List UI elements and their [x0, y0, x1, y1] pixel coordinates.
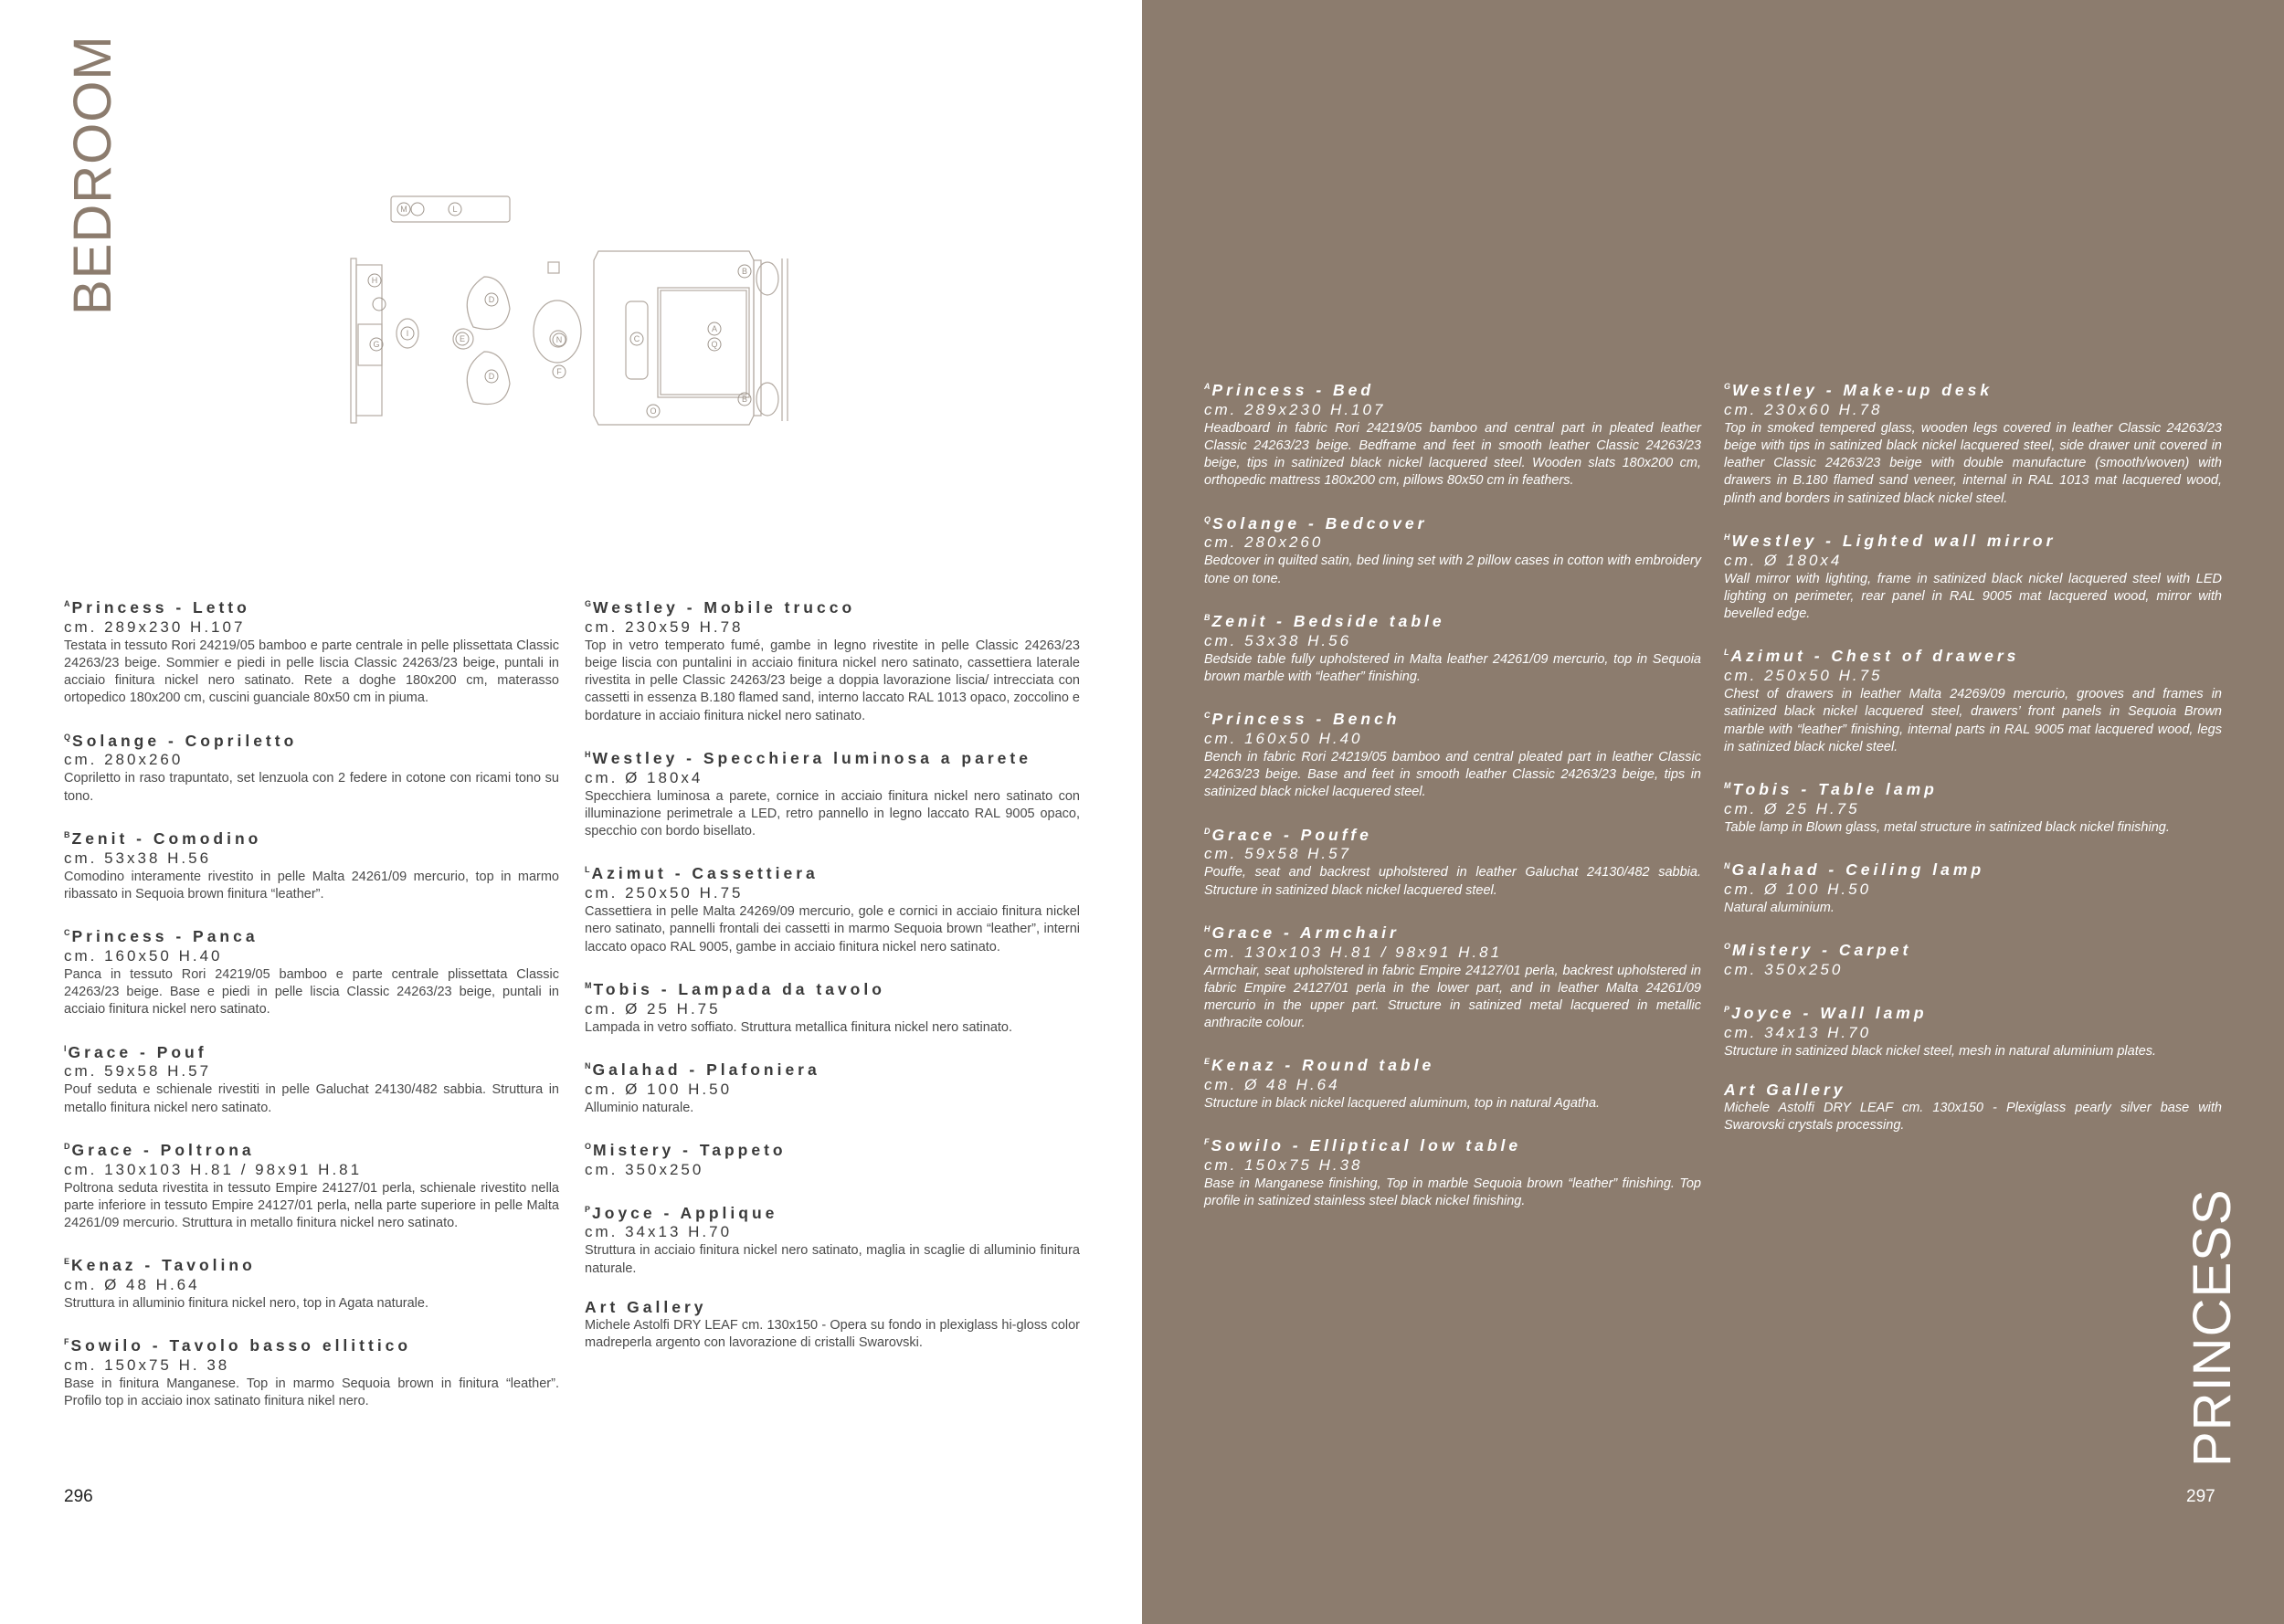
product-name [1724, 775, 2222, 799]
marker-N: N [555, 335, 563, 344]
italian-column-2 [585, 594, 1080, 1371]
english-column-1 [1204, 376, 1701, 1230]
product-dimensions: cm. 59x58 H.57 [1204, 845, 1352, 863]
product-name-text: Sowilo - Elliptical low table [1211, 1136, 1522, 1155]
product-name [1724, 999, 2222, 1023]
product-name-text: Kenaz - Tavolino [71, 1256, 256, 1275]
product-entry [1724, 999, 2222, 1060]
right-page [1142, 0, 2284, 1624]
product-entry [1204, 1051, 1701, 1113]
product-letter: N [585, 1060, 591, 1070]
product-description: Base in finitura Manganese. Top in marmo Sequoia brown in finitura “leather”. Profilo top in acciaio inox satinato finitura nikel nero. [64, 1376, 559, 1409]
product-letter: P [585, 1204, 591, 1214]
product-entry [64, 594, 559, 708]
product-name [1724, 856, 2222, 880]
english-column-2 [1724, 376, 2222, 1154]
product-name-text: Grace - Pouffe [1211, 825, 1372, 844]
product-description: Armchair, seat upholstered in fabric Empire 24127/01 perla, backrest upholstered in fabric Empire 24127/01 perla in the lower part, and in leather Malta 24261/09 mercurio in the upper part. Structure in satinized metal lacquered in metallic anthracite colour. [1204, 963, 1701, 1031]
product-entry [64, 1332, 559, 1410]
product-name-text: Solange - Bedcover [1212, 513, 1428, 533]
product-name-text: Princess - Bench [1211, 709, 1401, 728]
product-description: Michele Astolfi DRY LEAF cm. 130x150 - Plexiglass pearly silver base with Swarovski crystals processing. [1724, 1100, 2222, 1134]
product-description: Top in vetro temperato fumé, gambe in legno rivestite in pelle Classic 24263/23 beige liscia con puntalini in acciaio finitura nickel nero satinato, cassettiera laterale rivestita in pelle Classic 24263/23 beige a doppia lavorazione liscia/ intrecciata con cassetti in essenza B.180 flamed sand, interno laccato RAL 1013 opaco, zoccolino e bordature in acciaio finitura nickel nero satinato. [585, 638, 1080, 723]
product-description: Lampada in vetro soffiato. Struttura metallica finitura nickel nero satinato. [585, 1019, 1013, 1035]
product-description: Structure in black nickel lacquered aluminum, top in natural Agatha. [1204, 1096, 1601, 1112]
product-description: Pouf seduta e schienale rivestiti in pelle Galuchat 24130/482 sabbia. Struttura in metallo finitura nickel nero satinato. [64, 1082, 559, 1115]
product-name-text: Solange - Copriletto [72, 731, 298, 750]
product-dimensions: cm. 280x260 [1204, 533, 1324, 552]
product-description: Bench in fabric Rori 24219/05 bamboo and central pleated part in leather Classic 24263/23 beige. Base and feet in smooth leather Classic 24263/23 beige, tips in satinized black nickel lacquered steel. [1204, 749, 1701, 800]
product-name [1724, 1080, 2222, 1100]
product-name-text: Grace - Poltrona [71, 1140, 255, 1159]
product-entry [64, 727, 559, 806]
product-dimensions: cm. Ø 100 H.50 [1724, 880, 1872, 898]
product-name-text: Azimut - Chest of drawers [1730, 647, 2020, 666]
product-letter: D [64, 1141, 70, 1151]
marker-H: H [371, 276, 378, 285]
product-name [585, 975, 1080, 999]
product-name [1204, 510, 1701, 533]
product-name [64, 1039, 559, 1062]
product-description: Specchiera luminosa a parete, cornice in acciaio finitura nickel nero satinato con illuminazione perimetrale a LED, retro pannello in legno laccato RAL 9005 opaco, specchio con bordo bisellato. [585, 788, 1080, 839]
product-description: Testata in tessuto Rori 24219/05 bamboo e parte centrale in pelle plissettata Classic 24263/23 beige. Sommier e piedi in pelle liscia Classic 24263/23 beige, puntali in acciaio finitura nickel nero satinato. Rete a doghe 180x200 cm, materasso ortopedico 180x200 cm, cuscini guanciale 80x50 cm in piuma. [64, 638, 559, 706]
section-title-bedroom: BEDROOM [63, 35, 122, 315]
product-name [1204, 821, 1701, 845]
product-letter: A [1204, 382, 1211, 391]
product-name [585, 1199, 1080, 1223]
product-description: Bedcover in quilted satin, bed lining set with 2 pillow cases in cotton with embroidery tone on tone. [1204, 554, 1701, 586]
page-number-right: 297 [2186, 1487, 2215, 1506]
product-entry [585, 1199, 1080, 1278]
product-name-text: Sowilo - Tavolo basso ellittico [70, 1336, 412, 1355]
product-dimensions: cm. 289x230 H.107 [1204, 400, 1386, 418]
product-name [64, 1251, 559, 1275]
product-name-text: Mistery - Carpet [1732, 940, 1912, 959]
product-name [1204, 607, 1701, 631]
product-dimensions: cm. Ø 180x4 [1724, 551, 1843, 569]
product-entry [1724, 376, 2222, 508]
product-description: Headboard in fabric Rori 24219/05 bamboo and central part in pleated leather Classic 24263/23 beige. Bedframe and feet in smooth leather Classic 24263/23 beige, tips in satinized black nickel lacquered steel. Wooden slats 180x200 cm, orthopedic mattress 180x200 cm, pillows 80x50 cm in feathers. [1204, 420, 1701, 489]
product-name [585, 1297, 1080, 1317]
product-name-text: Kenaz - Round table [1211, 1056, 1435, 1075]
product-name [585, 859, 1080, 883]
product-dimensions: cm. Ø 100 H.50 [585, 1080, 733, 1098]
product-letter: B [64, 829, 70, 839]
product-description: Copriletto in raso trapuntato, set lenzuola con 2 federe in cotone con ricami tono su tono. [64, 771, 559, 804]
marker-A: A [711, 324, 718, 333]
product-name [585, 1136, 1080, 1160]
product-name-text: Art Gallery [1724, 1080, 1846, 1099]
product-dimensions: cm. 230x60 H.78 [1724, 400, 1883, 418]
product-name [585, 594, 1080, 617]
marker-D1: D [488, 295, 495, 304]
product-name-text: Mistery - Tappeto [593, 1140, 787, 1159]
product-name [1724, 642, 2222, 666]
product-dimensions: cm. Ø 25 H.75 [1724, 799, 1860, 817]
product-letter: A [64, 599, 70, 608]
product-letter: N [1724, 860, 1730, 870]
product-entry [1204, 510, 1701, 588]
product-entry [1204, 1132, 1701, 1210]
product-name-text: Tobis - Table lamp [1732, 779, 1938, 798]
bedroom-floorplan-drawing [347, 187, 804, 434]
product-letter: M [585, 980, 592, 990]
product-name [1204, 919, 1701, 943]
product-letter: H [1724, 532, 1730, 542]
product-entry [585, 859, 1080, 955]
product-letter: O [1724, 941, 1731, 951]
product-name-text: Zenit - Bedside table [1211, 611, 1445, 630]
product-letter: L [1724, 648, 1729, 658]
product-description: Chest of drawers in leather Malta 24269/09 mercurio, grooves and frames in satinized black nickel lacquered steel, drawers’ front panels in Sequoia Brown marble with “leather” finishing, internal parts in RAL 9005 mat lacquered wood, legs in satinized black nickel steel. [1724, 687, 2222, 754]
product-description: Pouffe, seat and backrest upholstered in leather Galuchat 24130/482 sabbia. Structure in satinized black nickel lacquered steel. [1204, 865, 1701, 898]
marker-I: I [406, 329, 409, 338]
product-description: Top in smoked tempered glass, wooden legs covered in leather Classic 24263/23 beige with tips in satinized black nickel lacquered steel, side drawer unit covered in leather Classic 24263/23 beige with double manufacture (smooth/woven) with drawers in B.180 flamed sand veneer, internal in RAL 1013 mat lacquered wood, plinth and borders in satinized black nickel steel. [1724, 420, 2222, 506]
product-name [585, 1056, 1080, 1080]
product-dimensions: cm. 130x103 H.81 / 98x91 H.81 [1204, 943, 1503, 961]
product-name-text: Princess - Bed [1211, 380, 1375, 399]
product-entry [1724, 527, 2222, 623]
product-letter: E [1204, 1057, 1211, 1067]
product-dimensions: cm. 130x103 H.81 / 98x91 H.81 [64, 1160, 363, 1178]
product-name [1204, 376, 1701, 400]
marker-L: L [452, 205, 458, 214]
product-dimensions: cm. 53x38 H.56 [1204, 631, 1352, 649]
product-name [64, 594, 559, 617]
product-name [1724, 527, 2222, 551]
product-description: Bedside table fully upholstered in Malta leather 24261/09 mercurio, top in Sequoia brown marble with “leather” finishing. [1204, 651, 1701, 684]
product-description: Poltrona seduta rivestita in tessuto Empire 24127/01 perla, schienale rivestito nella parte inferiore in tessuto Empire 24127/01 perla, nella parte superiore in pelle Malta 24261/09 mercurio. Struttura in metallo finitura nickel nero satinato. [64, 1180, 559, 1231]
product-name-text: Princess - Letto [71, 597, 250, 617]
product-letter: Q [64, 732, 71, 742]
product-description: Michele Astolfi DRY LEAF cm. 130x150 - Opera su fondo in plexiglass hi-gloss color madreperla argento con lavorazione di cristalli Swarovski. [585, 1317, 1080, 1351]
product-entry [1204, 376, 1701, 490]
product-name-text: Zenit - Comodino [71, 828, 262, 848]
product-name-text: Westley - Lighted wall mirror [1731, 531, 2057, 550]
product-description: Table lamp in Blown glass, metal structure in satinized black nickel finishing. [1724, 819, 2170, 835]
product-letter: H [1204, 923, 1211, 933]
product-description: Struttura in alluminio finitura nickel nero, top in Agata naturale. [64, 1296, 428, 1312]
product-letter: F [1204, 1137, 1210, 1147]
product-description: Struttura in acciaio finitura nickel nero satinato, maglia in scaglie di alluminio finitura naturale. [585, 1243, 1080, 1276]
product-description: Comodino interamente rivestito in pelle Malta 24261/09 mercurio, top in marmo ribassato in Sequoia brown finitura “leather”. [64, 869, 559, 902]
product-entry [1724, 936, 2222, 980]
product-name-text: Grace - Armchair [1211, 923, 1400, 942]
product-name-text: Princess - Panca [71, 926, 259, 945]
product-letter: Q [1204, 514, 1211, 524]
product-letter: F [64, 1337, 69, 1347]
marker-B1: B [741, 267, 748, 276]
marker-C: C [633, 334, 640, 343]
product-entry [585, 744, 1080, 840]
product-name-text: Tobis - Lampada da tavolo [593, 979, 885, 998]
product-description: Panca in tessuto Rori 24219/05 bamboo e parte centrale plissettata Classic 24263/23 beige. Base e piedi in pelle liscia Classic 24263/23 beige, puntali in acciaio finitura nickel nero satinato. [64, 966, 559, 1018]
product-name-text: Art Gallery [585, 1297, 707, 1316]
product-entry [1204, 919, 1701, 1033]
page-number-left: 296 [64, 1487, 93, 1506]
product-name [64, 825, 559, 849]
product-entry [1724, 642, 2222, 756]
marker-D2: D [488, 372, 495, 381]
product-entry [64, 825, 559, 903]
marker-O: O [650, 406, 657, 416]
product-entry [1724, 856, 2222, 917]
product-name [1204, 1051, 1701, 1075]
product-entry [585, 1297, 1080, 1352]
product-description: Wall mirror with lighting, frame in satinized black nickel lacquered steel with LED lighting on perimeter, rear panel in RAL 9005 mat lacquered wood, mirror with bevelled edge. [1724, 571, 2222, 622]
product-letter: O [585, 1141, 592, 1151]
product-dimensions: cm. 250x50 H.75 [1724, 667, 1883, 685]
product-name [1204, 1132, 1701, 1155]
product-dimensions: cm. 150x75 H.38 [1204, 1156, 1363, 1175]
product-letter: G [1724, 382, 1731, 391]
product-dimensions: cm. Ø 48 H.64 [64, 1276, 200, 1294]
product-name [64, 1136, 559, 1160]
product-entry [1204, 821, 1701, 900]
product-dimensions: cm. 350x250 [1724, 960, 1844, 978]
product-name [1724, 936, 2222, 960]
marker-G: G [373, 340, 380, 349]
product-letter: B [1204, 612, 1211, 622]
product-letter: L [585, 865, 590, 875]
product-entry [1724, 1080, 2222, 1134]
product-name-text: Joyce - Wall lamp [1731, 1003, 1928, 1022]
product-dimensions: cm. 160x50 H.40 [64, 946, 223, 965]
product-dimensions: cm. 53x38 H.56 [64, 849, 212, 867]
product-dimensions: cm. 289x230 H.107 [64, 617, 246, 636]
product-dimensions: cm. 59x58 H.57 [64, 1062, 212, 1081]
marker-M: M [400, 205, 407, 214]
product-name-text: Galahad - Ceiling lamp [1731, 859, 1985, 879]
product-name-text: Joyce - Applique [592, 1203, 778, 1222]
product-letter: P [1724, 1004, 1730, 1014]
product-name-text: Galahad - Plafoniera [592, 1060, 820, 1079]
product-letter: H [585, 749, 591, 759]
product-dimensions: cm. Ø 180x4 [585, 768, 703, 786]
italian-column-1 [64, 594, 559, 1429]
product-name [585, 744, 1080, 768]
product-name [64, 923, 559, 946]
product-dimensions: cm. 350x250 [585, 1160, 704, 1178]
product-entry [585, 594, 1080, 725]
product-letter: C [1204, 711, 1211, 721]
product-dimensions: cm. Ø 25 H.75 [585, 999, 721, 1018]
product-entry [585, 1056, 1080, 1117]
product-letter: E [64, 1257, 70, 1267]
product-name-text: Westley - Specchiera luminosa a parete [592, 748, 1031, 767]
product-description: Natural aluminium. [1724, 900, 1835, 915]
product-entry [585, 1136, 1080, 1180]
product-dimensions: cm. 34x13 H.70 [1724, 1023, 1872, 1041]
product-letter: D [1204, 826, 1211, 836]
product-description: Base in Manganese finishing, Top in marble Sequoia brown “leather” finishing. Top profile in satinized stainless steel black nickel finishing. [1204, 1176, 1701, 1209]
product-entry [1724, 775, 2222, 837]
marker-F: F [556, 367, 562, 376]
product-dimensions: cm. 280x260 [64, 751, 184, 769]
marker-B2: B [741, 395, 748, 404]
product-name [1724, 376, 2222, 400]
product-dimensions: cm. Ø 48 H.64 [1204, 1076, 1340, 1094]
product-letter: M [1724, 780, 1731, 790]
product-name-text: Grace - Pouf [68, 1042, 207, 1061]
product-name-text: Westley - Make-up desk [1732, 380, 1993, 399]
product-name-text: Azimut - Cassettiera [591, 864, 819, 883]
product-dimensions: cm. 160x50 H.40 [1204, 729, 1363, 747]
product-dimensions: cm. 230x59 H.78 [585, 617, 744, 636]
product-description: Cassettiera in pelle Malta 24269/09 mercurio, gole e cornici in acciaio finitura nickel nero satinato, pannelli frontali dei cassetti in marmo Sequoia brown “leather”, interni laccato opaco RAL 9005, gambe in acciaio finitura nickel nero satinato. [585, 904, 1080, 954]
product-letter: I [64, 1043, 67, 1053]
product-entry [64, 1039, 559, 1117]
section-title-princess: PRINCESS [2183, 1188, 2242, 1467]
marker-Q: Q [711, 340, 718, 349]
product-name [1204, 705, 1701, 729]
product-description: Alluminio naturale. [585, 1100, 694, 1115]
product-entry [64, 1136, 559, 1232]
product-name [64, 727, 559, 751]
product-name [64, 1332, 559, 1355]
product-letter: G [585, 599, 592, 608]
marker-E: E [459, 334, 466, 343]
product-entry [64, 1251, 559, 1313]
product-entry [1204, 705, 1701, 801]
product-entry [585, 975, 1080, 1037]
product-name-text: Westley - Mobile trucco [593, 597, 856, 617]
product-entry [64, 923, 559, 1018]
product-dimensions: cm. 150x75 H. 38 [64, 1356, 230, 1375]
product-entry [1204, 607, 1701, 686]
product-dimensions: cm. 34x13 H.70 [585, 1223, 733, 1241]
product-description: Structure in satinized black nickel steel, mesh in natural aluminium plates. [1724, 1043, 2157, 1059]
product-letter: C [64, 928, 70, 938]
product-dimensions: cm. 250x50 H.75 [585, 884, 744, 902]
